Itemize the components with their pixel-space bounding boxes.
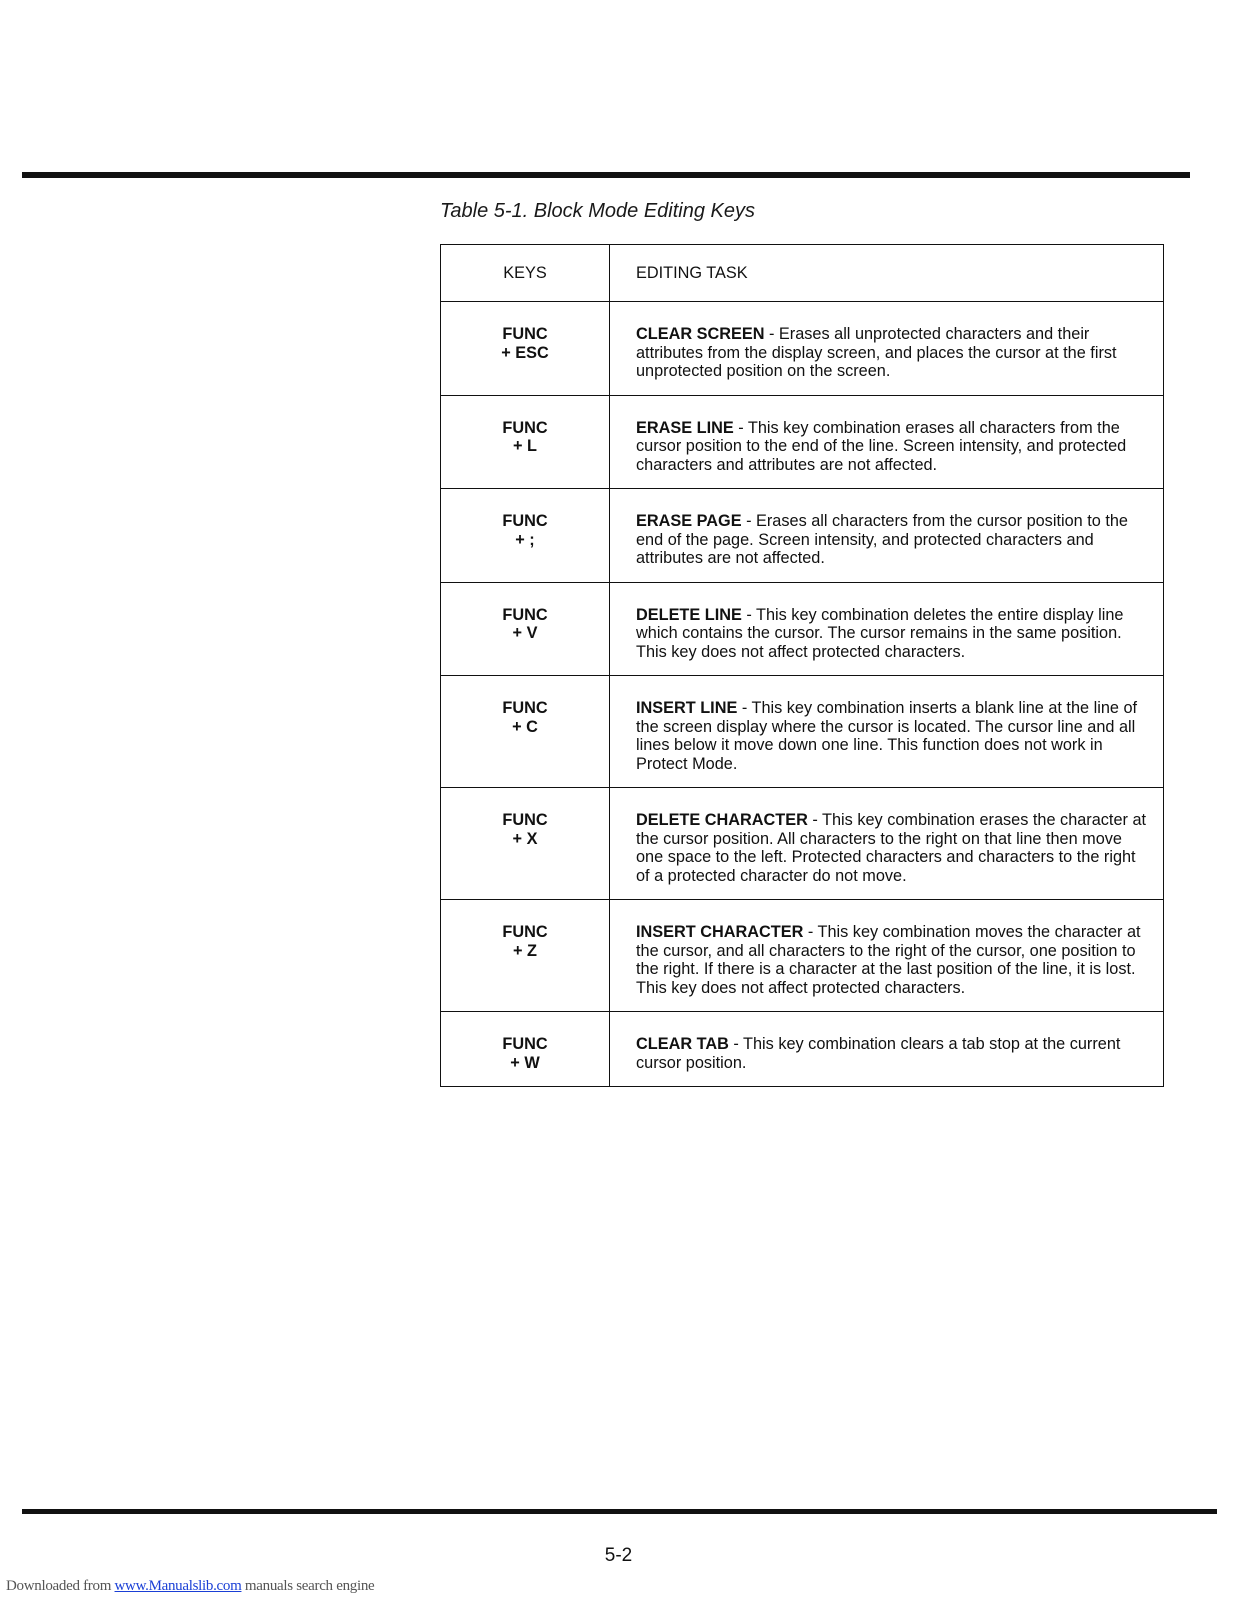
key-combo: + ESC — [501, 343, 549, 362]
table-row — [441, 788, 1164, 900]
key-combo: + V — [512, 624, 538, 642]
key-modifier: FUNC — [502, 605, 548, 624]
table-row — [441, 302, 1164, 396]
key-modifier: FUNC — [502, 512, 548, 530]
task-cell — [610, 676, 1164, 788]
task-title: CLEAR SCREEN — [636, 325, 765, 343]
task-description: - This key combination clears a tab stop at the current cursor position. — [636, 1035, 1121, 1072]
footer-prefix: Downloaded from — [6, 1578, 115, 1594]
key-modifier: FUNC — [502, 811, 548, 829]
table-row — [441, 1012, 1164, 1087]
key-combo: + L — [513, 437, 537, 455]
task-cell — [610, 395, 1164, 489]
task-description: - Erases all characters from the cursor position to the end of the page. Screen intensity, and protected characters and attributes are not affected. — [636, 512, 1128, 567]
table-row — [441, 900, 1164, 1012]
key-cell — [441, 788, 610, 900]
key-modifier: FUNC — [502, 923, 548, 941]
key-cell — [441, 489, 610, 583]
task-title: DELETE CHARACTER — [636, 811, 808, 829]
table-row — [441, 489, 1164, 583]
key-combo: + Z — [513, 941, 537, 960]
task-title: INSERT LINE — [636, 699, 738, 717]
key-combo: + ; — [515, 530, 535, 549]
key-modifier: FUNC — [502, 1035, 548, 1053]
key-cell — [441, 582, 610, 676]
page-number: 5-2 — [604, 1545, 633, 1566]
task-description: - This key combination erases the character at the cursor position. All characters to the right on that line then move one space to the left. Protected characters and characters to the right of a protected character do not move. — [636, 811, 1147, 885]
table-header-row — [441, 245, 1164, 302]
task-cell — [610, 788, 1164, 900]
header-keys: KEYS — [441, 245, 610, 302]
key-modifier: FUNC — [502, 418, 548, 437]
task-title: CLEAR TAB — [636, 1035, 729, 1053]
task-cell — [610, 900, 1164, 1012]
editing-keys-table — [440, 244, 1164, 1087]
key-cell — [441, 676, 610, 788]
manualslib-link[interactable]: www.Manualslib.com — [114, 1578, 242, 1594]
task-title: ERASE LINE — [636, 418, 734, 437]
task-description: - This key combination moves the character at the cursor, and all characters to the right of the cursor, one position to the right. If there is a character at the last position of the line, it is lost. This key does not affect protected characters. — [636, 923, 1141, 997]
table-caption: Table 5-1. Block Mode Editing Keys — [440, 200, 755, 222]
top-rule — [22, 172, 1190, 178]
task-description: - This key combination inserts a blank line at the line of the screen display where the cursor is located. The cursor line and all lines below it move down one line. This function does not work in Protect Mode. — [636, 699, 1138, 773]
footer-suffix: manuals search engine — [241, 1578, 375, 1594]
key-modifier: FUNC — [502, 325, 548, 343]
table-row — [441, 676, 1164, 788]
task-cell — [610, 582, 1164, 676]
task-cell — [610, 302, 1164, 396]
task-title: ERASE PAGE — [636, 512, 742, 530]
task-cell — [610, 1012, 1164, 1087]
task-cell — [610, 489, 1164, 583]
key-cell — [441, 1012, 610, 1087]
table-row — [441, 395, 1164, 489]
table-row — [441, 582, 1164, 676]
key-cell — [441, 302, 610, 396]
key-modifier: FUNC — [502, 699, 548, 717]
download-footer — [6, 1578, 374, 1595]
task-title: INSERT CHARACTER — [636, 923, 804, 941]
task-description: - This key combination erases all characters from the cursor position to the end of the line. Screen intensity, and protected characters and attributes are not affected. — [636, 418, 1127, 474]
key-cell — [441, 900, 610, 1012]
key-combo: + X — [512, 829, 538, 848]
key-cell — [441, 395, 610, 489]
bottom-rule — [22, 1509, 1217, 1514]
task-title: DELETE LINE — [636, 605, 742, 624]
key-combo: + C — [512, 717, 538, 736]
task-description: - Erases all unprotected characters and their attributes from the display screen, and places the cursor at the first unprotected position on the screen. — [636, 325, 1117, 380]
key-combo: + W — [510, 1053, 540, 1072]
header-editing-task: EDITING TASK — [610, 245, 1164, 302]
task-description: - This key combination deletes the entire display line which contains the cursor. The cursor remains in the same position. This key does not affect protected characters. — [636, 605, 1124, 661]
